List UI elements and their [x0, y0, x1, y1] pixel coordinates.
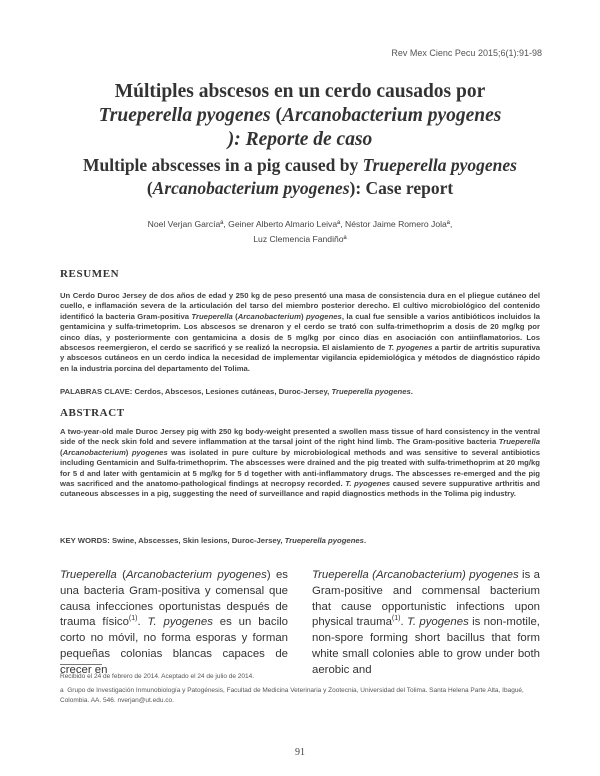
abstract-seg5: caused severe suppurative arthritis and cutaneous abscesses in a pig, suggesting the need of surveillance and rapid diagnostics methods in the Tolima pig industry. [60, 479, 541, 499]
authors-line2: Luz Clemencia Fandiñoª [253, 234, 347, 244]
page-number: 91 [295, 747, 305, 758]
title-es-species: Trueperella pyogenes [98, 105, 271, 126]
journal-reference: Rev Mex Cienc Pecu 2015;6(1):91-98 [391, 48, 542, 58]
authors-line1: Noel Verjan Garcíaª, Geiner Alberto Almario Leivaª, Néstor Jaime Romero Jolaª, [147, 219, 453, 229]
resumen-seg5: a partir de artritis supurativa y abscesos cutáneos en un cerdo indica la necesidad de implementar vigilancia epidemiológica y métodos de diagnóstico rápido en la industria porcina del departamento del Tolima. [60, 343, 541, 373]
resumen-species4: T. pyogenes [387, 343, 433, 353]
resumen-seg3: ) [300, 311, 306, 321]
key-words-end: . [363, 536, 367, 545]
palabras-clave-species: Trueperella pyogenes [331, 387, 411, 396]
palabras-clave [60, 387, 540, 396]
abstract-species2: Arcanobacterium [62, 447, 126, 457]
palabras-clave-end: . [410, 387, 413, 396]
title-es-open: ( [270, 105, 283, 126]
footnote-divider [60, 664, 102, 665]
resumen-seg4: , la cual fue sensible a varios antibióticos incluidos la gentamicina y sulfa-trimetoprim. Los abscesos se drenaron y el cerdo se trató con sulfa-trimethoprim a dosis de 20 mg/kg por cinco días, y posteriormente con gentamicina a dosis de 5 mg/kg por cinco días en asociación con antiinflamatorios. Los abscesos reemergieron, el cerdo se sacrificó y se realizó la necropsia. El aislamiento de [60, 311, 540, 353]
abstract-seg3: ) [125, 447, 132, 457]
body-en-seg1: is a Gram-positive and commensal bacterium that cause opportunistic infections upon physical trauma [312, 569, 540, 629]
title-en-species: Trueperella pyogenes [362, 155, 517, 175]
body-es-seg1: ( [116, 569, 126, 581]
palabras-clave-label: PALABRAS CLAVE: [60, 387, 133, 396]
author-list [80, 217, 520, 247]
footnote-affiliation-mark: a [60, 687, 64, 694]
abstract-heading: ABSTRACT [60, 407, 125, 419]
body-es-citation: (1) [128, 615, 138, 623]
body-en-seg2: . [400, 616, 407, 629]
body-en-species2: T. pyogenes [406, 616, 469, 629]
title-en-alt-species: Arcanobacterium pyogenes [152, 178, 350, 198]
body-es-seg2: ) es una bacteria Gram-positiva y comensal que causa infecciones oportunistas después de trauma físico [60, 569, 288, 629]
key-words-species: Trueperella pyogenes [284, 536, 364, 545]
body-en-species1: Trueperella (Arcanobacterium) pyogenes [312, 569, 519, 581]
abstract-seg1: A two-year-old male Duroc Jersey pig with 250 kg body-weight presented a swollen mass tissue of hard consistency in the ventral side of the neck skin fold and severe inflammation at the tarsal joint of the right hind limb. The Gram-positive bacteria [60, 427, 540, 447]
resumen-species2: Arcanobacterium [237, 311, 301, 321]
footnote-affiliation-text: Grupo de Investigación Inmunobiología y Patogénesis, Facultad de Medicina Veterinaria y Zootecnia, Universidad del Tolima. Santa Helena Parte Alta, Ibagué, Colombia. AA. 546. nverjan@ut.edu.co. [60, 687, 524, 704]
abstract-species3: pyogenes [131, 447, 168, 457]
body-es-species3: T. pyogenes [147, 616, 213, 629]
body-column-spanish [60, 568, 288, 679]
title-en-close: ): Case report [349, 178, 454, 198]
resumen-text [60, 291, 540, 374]
body-en-citation: (1) [391, 615, 401, 623]
title-en-open: ( [146, 178, 153, 198]
abstract-seg4: was isolated in pure culture by microbiological methods and was sensitive to several antibiotics including Gentamicin and Sulfa-trimethoprim. The abscesses were drained and the pig treated with sulfa-trimethoprim at 20 mg/kg for 5 d and later with gentamicin at 5 mg/kg for 5 d together with anti-inflammatory drugs. The abscesses re-emerged and the pig was sacrificed and the anatomo-pathological findings at necropsy recorded. [60, 447, 540, 489]
body-es-species1: Trueperella [60, 569, 117, 581]
body-es-seg4: es un bacilo corto no móvil, no forma esporas y forman pequeñas colonias blancas capaces de crecer en [60, 616, 288, 676]
resumen-species1: Trueperella [191, 311, 233, 321]
title-es-part1: Múltiples abscesos en un cerdo causados por [114, 81, 486, 102]
key-words-text: Swine, Abscesses, Skin lesions, Duroc-Jersey, [109, 536, 285, 545]
footnote-received: Recibido el 24 de febrero de 2014. Aceptado el 24 de julio de 2014. [60, 673, 255, 680]
title-es-alt-species: Arcanobacterium pyogenes [282, 105, 502, 126]
body-column-english [312, 568, 540, 679]
palabras-clave-text: Cerdos, Abscesos, Lesiones cutáneas, Duroc-Jersey, [132, 387, 332, 396]
title-english [60, 154, 540, 200]
title-en-part1: Multiple abscesses in a pig caused by [83, 155, 363, 175]
key-words [60, 536, 540, 545]
resumen-species3: pyogenes [305, 311, 342, 321]
abstract-species1: Trueperella [498, 437, 540, 447]
abstract-seg2: ( [60, 447, 63, 457]
body-en-seg3: is non-motile, non-spore forming short bacillus that form white small colonies able to grow under both aerobic and [312, 616, 540, 676]
resumen-seg1: Un Cerdo Duroc Jersey de dos años de edad y 250 kg de peso presentó una masa de consistencia dura en el pliegue cutáneo del cuello, e inflamación severa de la articulación del tarso del miembro posterior derecho. El cultivo microbiológico del contenido identificó la bacteria Gram-positiva [60, 291, 540, 321]
title-spanish [60, 80, 540, 152]
footnote-affiliation [60, 686, 540, 705]
abstract-species4: T. pyogenes [345, 479, 391, 489]
resumen-seg2: ( [232, 311, 238, 321]
key-words-label: KEY WORDS: [60, 536, 110, 545]
body-es-species2: Arcanobacterium pyogenes [125, 569, 267, 581]
abstract-text [60, 427, 540, 500]
resumen-heading: RESUMEN [60, 268, 120, 280]
body-es-seg3: . [137, 616, 148, 629]
title-es-close: ): Reporte de caso [227, 129, 373, 150]
